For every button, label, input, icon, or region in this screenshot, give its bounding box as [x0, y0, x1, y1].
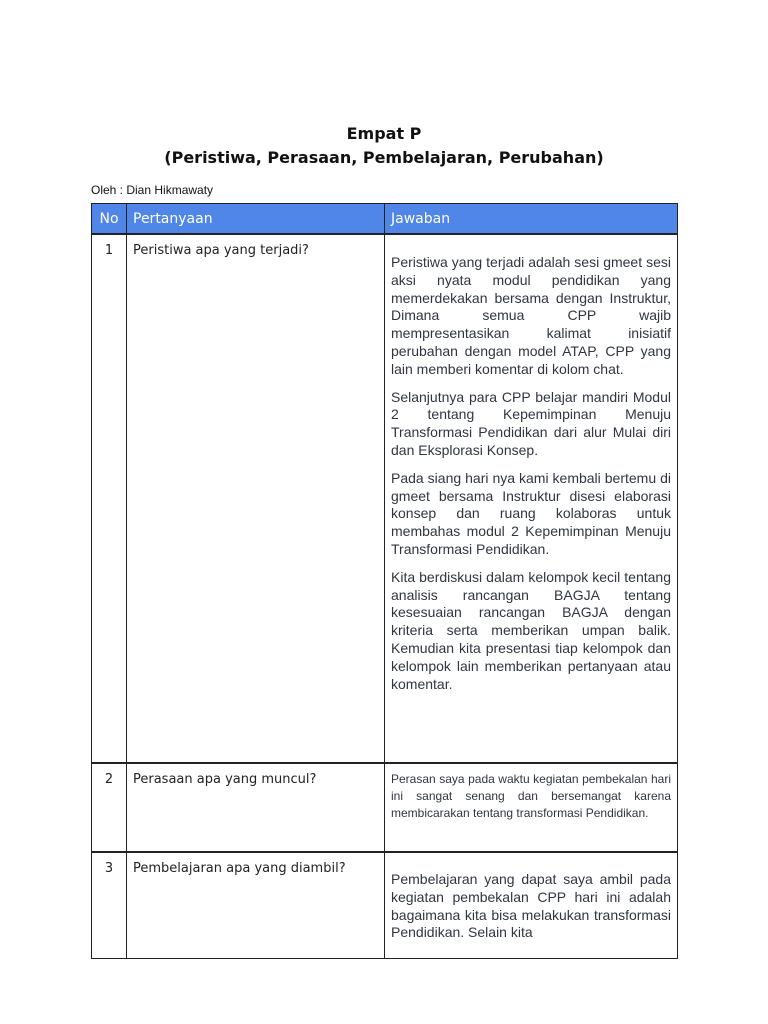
- answer-paragraph: Selanjutnya para CPP belajar mandiri Modul 2 tentang Kepemimpinan Menuju Transformasi Pendidikan dari alur Mulai diri dan Eksplorasi Konsep.: [391, 388, 671, 458]
- row-number: 2: [92, 763, 127, 852]
- row-number: 1: [92, 234, 127, 763]
- answer-cell: [385, 763, 678, 852]
- header-answer: Jawaban: [385, 204, 678, 235]
- document-subtitle: (Peristiwa, Perasaan, Pembelajaran, Perubahan): [164, 148, 604, 167]
- answer-cell: [385, 234, 678, 763]
- table-row: [92, 234, 678, 763]
- answer-paragraph: Pembelajaran yang dapat saya ambil pada kegiatan pembekalan CPP hari ini adalah bagaimana kita bisa melakukan transformasi Pendidikan. Selain kita: [391, 871, 671, 941]
- document-title: Empat P: [346, 124, 422, 143]
- row-number: 3: [92, 852, 127, 959]
- question-cell: Perasaan apa yang muncul?: [127, 763, 385, 852]
- table-header-row: [92, 204, 678, 235]
- header-no: No: [92, 204, 127, 235]
- question-cell: Peristiwa apa yang terjadi?: [127, 234, 385, 763]
- header-question: Pertanyaan: [127, 204, 385, 235]
- reflection-table: [91, 203, 678, 959]
- answer-cell: [385, 852, 678, 959]
- table-row: [92, 852, 678, 959]
- author-line: Oleh : Dian Hikmawaty: [91, 183, 214, 197]
- answer-paragraph: Perasan saya pada waktu kegiatan pembekalan hari ini sangat senang dan bersemangat karena membicarakan tentang transformasi Pendidikan.: [391, 772, 671, 820]
- answer-paragraph: Kita berdiskusi dalam kelompok kecil tentang analisis rancangan BAGJA tentang kesesuaian rancangan BAGJA dengan kriteria serta memberikan umpan balik. Kemudian kita presentasi tiap kelompok dan kelompok lain memberikan pertanyaan atau komentar.: [391, 568, 671, 692]
- question-cell: Pembelajaran apa yang diambil?: [127, 852, 385, 959]
- answer-paragraph: Peristiwa yang terjadi adalah sesi gmeet sesi aksi nyata modul pendidikan yang memerdekakan bersama dengan Instruktur, Dimana semua CPP wajib mempresentasikan kalimat inisiatif perubahan dengan model ATAP, CPP yang lain memberi komentar di kolom chat.: [391, 254, 671, 377]
- table-row: [92, 763, 678, 852]
- answer-paragraph: Pada siang hari nya kami kembali bertemu di gmeet bersama Instruktur disesi elaborasi konsep dan ruang kolaboras untuk membahas modul 2 Kepemimpinan Menuju Transformasi Pendidikan.: [391, 469, 671, 557]
